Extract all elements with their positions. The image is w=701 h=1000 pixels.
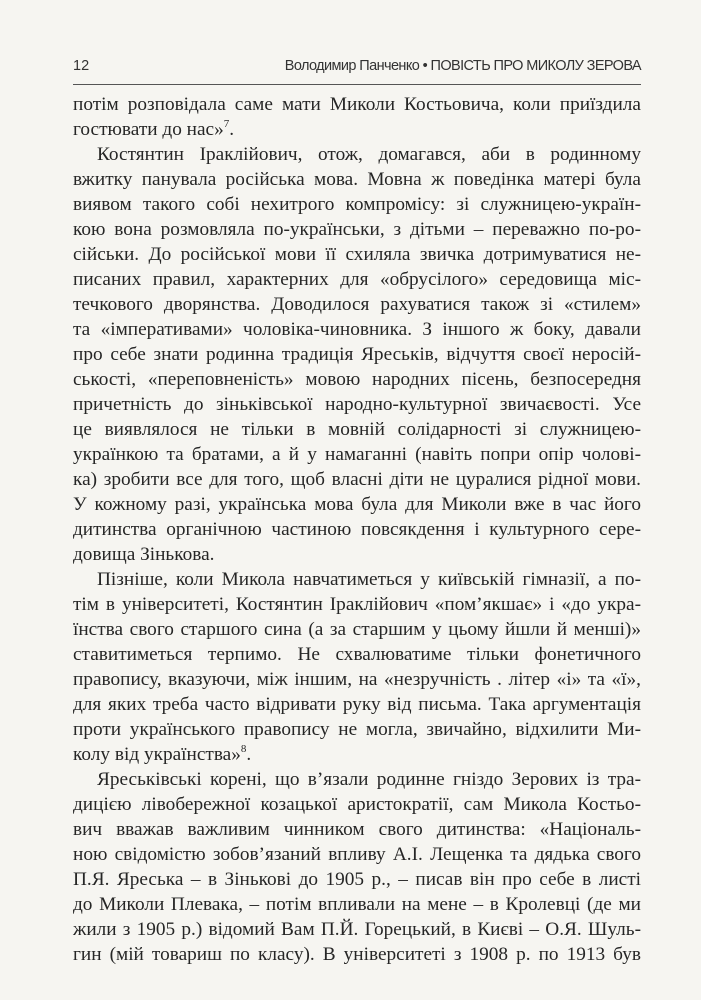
- footnote-marker: 8: [240, 743, 247, 755]
- text-line: [73, 942, 641, 967]
- text-line: [73, 667, 641, 692]
- line-text: українкою та братами, а й у намаганні (навіть попри опір чолові-: [73, 444, 641, 465]
- line-text: гостювати до нас»: [73, 119, 224, 140]
- text-line: [73, 867, 641, 892]
- line-text: тім в університеті, Костянтин Іраклійович «пом’якшає» і «до укра-: [73, 594, 641, 615]
- text-line: [73, 117, 641, 142]
- line-text: Костянтин Іраклійович, отож, домагався, аби в родинному: [97, 144, 641, 165]
- line-punctuation: .: [229, 119, 235, 140]
- line-text: це виявлялося не тільки в мовній солідарності зі служницею-: [73, 419, 641, 440]
- text-line: [73, 367, 641, 392]
- text-line: [73, 442, 641, 467]
- line-text: причетність до зіньківської народно-культурної звичаєвості. Усе: [73, 394, 641, 415]
- line-text: про себе знати родинна традиція Яреськів, відчуття своєї неросій-: [73, 344, 641, 365]
- line-text: кою вона розмовляла по-українськи, з дітьми – переважно по-ро-: [73, 219, 641, 240]
- line-text: Пізніше, коли Микола навчатиметься у київській гімназії, а по-: [97, 569, 641, 590]
- text-line: [73, 567, 641, 592]
- text-line: [73, 167, 641, 192]
- line-text: та «імперативами» чоловіка-чиновника. З іншого ж боку, давали: [73, 319, 641, 340]
- text-line: [73, 392, 641, 417]
- text-line: [73, 767, 641, 792]
- line-text: гин (мій товариш по класу). В університеті з 1908 р. по 1913 був: [73, 944, 641, 965]
- text-line: [73, 642, 641, 667]
- line-text: писаних правил, характерних для «обрусілого» середовища міс-: [73, 269, 641, 290]
- line-text: ськості, «переповненість» мовою народних пісень, безпосередня: [73, 369, 641, 390]
- text-line: [73, 692, 641, 717]
- text-line: [73, 817, 641, 842]
- line-text: течкового дворянства. Доводилося рахуватися також зі «стилем»: [73, 294, 641, 315]
- line-text: вич вважав важливим чинником свого дитинства: «Національ-: [73, 819, 641, 840]
- line-text: ною свідомістю зобов’язаний впливу А.І. Лещенка та дядька свого: [73, 844, 641, 865]
- line-text: правопису, вказуючи, між іншим, на «незручність . літер «і» та «ї»,: [73, 669, 641, 690]
- header-separator: •: [419, 58, 431, 74]
- running-title: [285, 58, 641, 74]
- text-line: [73, 892, 641, 917]
- line-text: виявом такого собі нехитрого компромісу: зі служницею-україн-: [73, 194, 641, 215]
- line-text: дитинства органічною частиною повсякдення і культурного сере-: [73, 519, 641, 540]
- text-line: [73, 92, 641, 117]
- footnote-marker: 7: [223, 118, 230, 130]
- text-line: [73, 342, 641, 367]
- text-line: [73, 217, 641, 242]
- page-body-text: [73, 92, 641, 967]
- text-line: [73, 792, 641, 817]
- line-text: до Миколи Плевака, – потім впливали на мене – в Кролевці (де ми: [73, 894, 641, 915]
- text-line: [73, 242, 641, 267]
- text-line: [73, 517, 641, 542]
- text-line: [73, 267, 641, 292]
- text-line: [73, 417, 641, 442]
- page-number: 12: [73, 58, 90, 74]
- running-header: [73, 56, 641, 80]
- text-line: [73, 842, 641, 867]
- text-line: [73, 192, 641, 217]
- line-text: проти українського правопису не могла, звичайно, відхилити Ми-: [73, 719, 641, 740]
- line-text: ка) зробити все для того, щоб власні діти не цуралися рідної мови.: [73, 469, 641, 490]
- text-line: [73, 542, 641, 567]
- line-text: сійськи. До російської мови її схиляла звичка дотримуватися не-: [73, 244, 641, 265]
- line-text: довища Зінькова.: [73, 544, 215, 565]
- line-text: для яких треба часто відривати руку від письма. Така аргументація: [73, 694, 641, 715]
- line-text: потім розповідала саме мати Миколи Костьовича, коли приїздила: [73, 94, 641, 115]
- header-author: Володимир Панченко: [284, 58, 420, 74]
- text-line: [73, 717, 641, 742]
- line-text: жили з 1905 р.) відомий Вам П.Й. Горецький, в Києві – О.Я. Шуль-: [73, 919, 641, 940]
- line-text: У кожному разі, українська мова була для Миколи вже в час його: [73, 494, 641, 515]
- line-text: ставитиметься терпимо. Не схвалюватиме тільки фонетичного: [73, 644, 641, 665]
- text-line: [73, 742, 641, 767]
- text-line: [73, 142, 641, 167]
- text-line: [73, 917, 641, 942]
- text-line: [73, 492, 641, 517]
- header-rule: [73, 84, 641, 85]
- text-line: [73, 292, 641, 317]
- line-text: їнства свого старшого сина (а за старшим у цьому йшли й менші)»: [73, 619, 641, 640]
- line-text: вжитку панувала російська мова. Мовна ж поведінка матері була: [73, 169, 641, 190]
- text-line: [73, 467, 641, 492]
- text-line: [73, 317, 641, 342]
- header-book-title: ПОВІСТЬ ПРО МИКОЛУ ЗЕРОВА: [430, 58, 641, 74]
- text-line: [73, 592, 641, 617]
- line-text: Яреськівські корені, що в’язали родинне гніздо Зерових із тра-: [97, 769, 641, 790]
- line-text: П.Я. Яреська – в Зінькові до 1905 р., – писав він про себе в листі: [73, 869, 641, 890]
- line-punctuation: .: [246, 744, 252, 765]
- line-text: дицією лівобережної козацької аристократії, сам Микола Костьо-: [73, 794, 641, 815]
- line-text: колу від українства»: [73, 744, 241, 765]
- text-line: [73, 617, 641, 642]
